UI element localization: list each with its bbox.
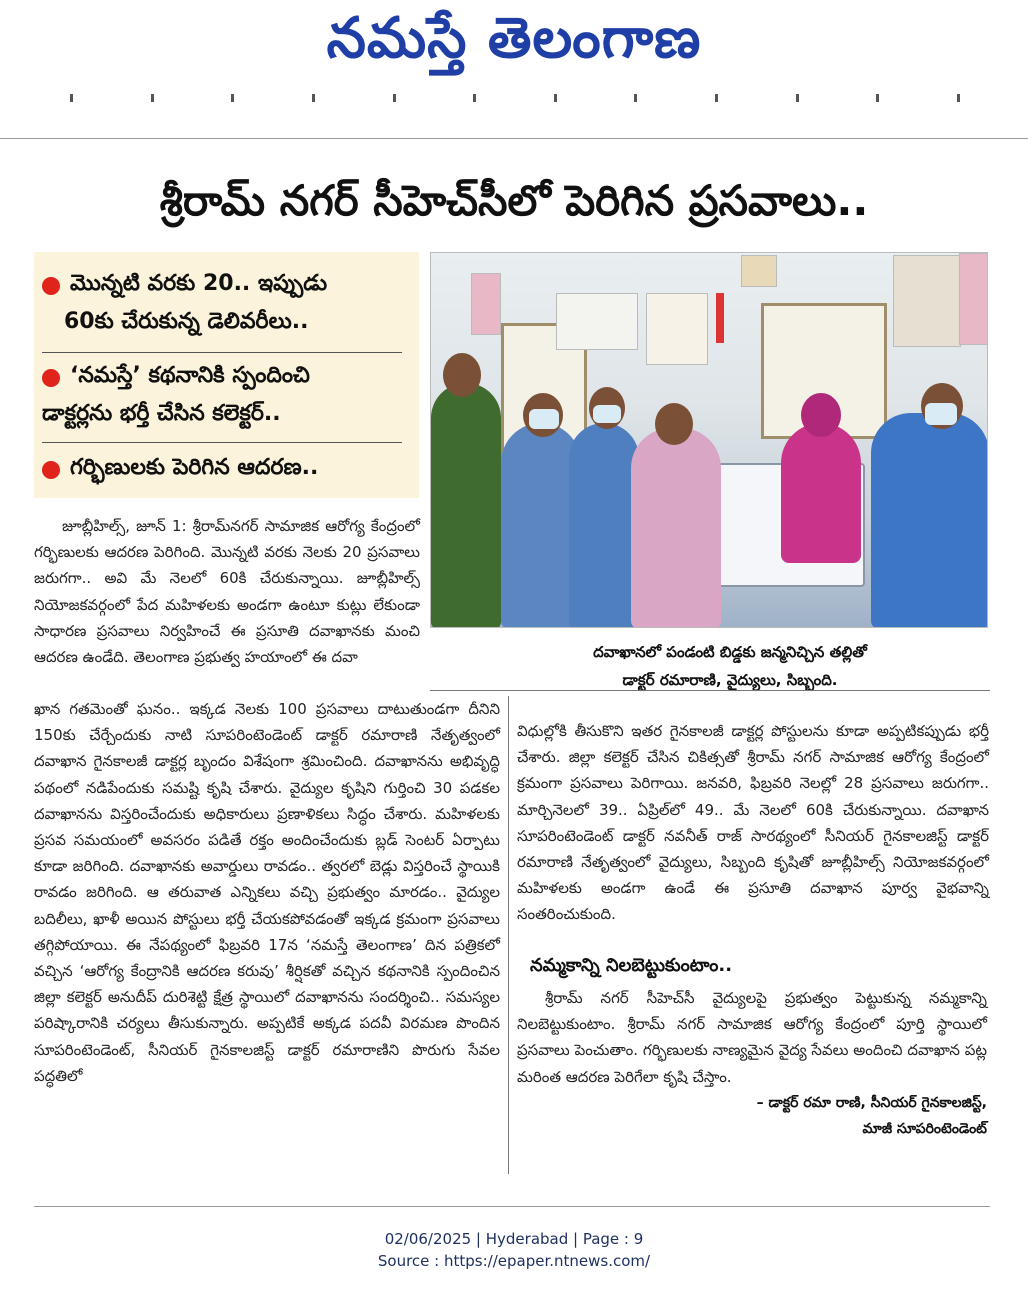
news-photo — [430, 252, 988, 628]
caption-divider — [430, 690, 990, 691]
subsection-heading: నమ్మకాన్ని నిలబెట్టుకుంటాం.. — [530, 955, 733, 976]
bullet-icon — [42, 461, 60, 479]
page-footer — [0, 1228, 1028, 1272]
article-column-1-top: జూబ్లీహిల్స్, జూన్ 1: శ్రీరామ్‌నగర్ సామాజిక ఆరోగ్య కేంద్రంలో గర్భిణులకు ఆదరణ పెరిగింది. మొన్నటి వరకు నెలకు 20 ప్రసవాలు జరుగగా.. అవి మే నెలలో 60కి చేరుకున్నాయి. జూబ్లీహిల్స్ నియోజకవర్గంలో పేద మహిళలకు అండగా ఉంటూ కుట్లు లేకుండా సాధారణ ప్రసవాలు నిర్వహించే ఈ ప్రసూతి దవాఖానకు మంచి ఆదరణ ఉండేది. తెలంగాణ ప్రభుత్వ హయాంలో ఈ దవా — [34, 517, 420, 667]
highlight-item: ‘నమస్తే’ కథనానికి స్పందించి డాక్టర్లను భర్తీ చేసిన కలెక్టర్.. — [42, 363, 310, 426]
highlights-box — [34, 252, 419, 498]
newspaper-logo: నమస్తే తెలంగాణ — [326, 6, 702, 71]
quote-attribution: – డాక్టర్ రమా రాణి, సీనియర్ గైనకాలజిస్ట్, — [756, 1094, 987, 1111]
top-divider — [0, 138, 1028, 139]
photo-caption: దవాఖానలో పండంటి బిడ్డకు జన్మనిచ్చిన తల్లితో డాక్టర్ రమారాణి, వైద్యులు, సిబ్బంది. — [593, 643, 867, 689]
article-column-2: విధుల్లోకి తీసుకొని ఇతర గైనకాలజీ డాక్టర్ల పోస్టులను కూడా అప్పటికప్పుడు భర్తీ చేశారు. జిల్లా కలెక్టర్ చేసిన చికిత్సతో శ్రీరామ్ నగర్ సామాజిక ఆరోగ్య కేంద్రంలో క్రమంగా ప్రసవాలు పెరిగాయి. జనవరి, ఫిబ్రవరి నెలల్లో 28 ప్రసవాలు జరుగగా.. మార్చినెలలో 39.. ఏప్రిల్‌లో 49.. మే నెలలో 60కి చేరుకున్నాయి. దవాఖాన సూపరింటెండెంట్ డాక్టర్ నవనీత్ రాజ్ సారథ్యంలో సీనియర్ గైనకాలజిస్ట్ డాక్టర్ రమారాణి నేతృత్వంలో వైద్యులు, సిబ్బంది కృషితో జూబ్లీహిల్స్ నియోజకవర్గంలో మహిళలకు అండగా ఉండే ఈ ప్రసూతి దవాఖాన పూర్వ వైభవాన్ని సంతరించుకుంది. — [517, 722, 989, 924]
bullet-icon — [42, 369, 60, 387]
article-headline: శ్రీరామ్ నగర్ సీహెచ్‌సీలో పెరిగిన ప్రసవాలు.. — [159, 176, 869, 225]
bullet-icon — [42, 277, 60, 295]
footer-date-page: 02/06/2025 | Hyderabad | Page : 9 — [384, 1230, 644, 1248]
quote-text: శ్రీరామ్ నగర్ సీహెచ్‌సీ వైద్యులపై ప్రభుత్వం పెట్టుకున్న నమ్మకాన్ని నిలబెట్టుకుంటాం. శ్రీరామ్ నగర్ సామాజిక ఆరోగ్య కేంద్రంలో పూర్తి స్థాయిలో ప్రసవాలు పెంచుతాం. గర్భిణులకు నాణ్యమైన వైద్య సేవలు అందించి దవాఖాన పట్ల మరింత ఆదరణ పెరిగేలా కృషి చేస్తాం. — [517, 989, 987, 1086]
bottom-divider — [34, 1206, 990, 1207]
highlight-separator — [42, 442, 402, 443]
masthead — [0, 0, 1028, 138]
quote-box — [517, 985, 987, 1175]
footer-source: Source : https://epaper.ntnews.com/ — [377, 1252, 651, 1270]
masthead-date-strip — [70, 94, 960, 102]
article-column-1-bottom: ఖాన గతమెంతో ఘనం.. ఇక్కడ నెలకు 100 ప్రసవాలు దాటుతుండగా దీనిని 150కు చేర్చేందుకు నాటి సూపరింటెండెంట్ డాక్టర్ రమారాణి నేతృత్వంలో దవాఖాన గైనకాలజీ డాక్టర్ల బృందం విశేషంగా శ్రమించింది. దవాఖానను అభివృద్ధి పథంలో నడిపేందుకు సమష్టి కృషి చేశారు. వైద్యుల కృషిని గుర్తించి 30 పడకల దవాఖానను విస్తరించేందుకు అధికారులు ప్రణాళికలు సిద్ధం చేశారు. మహిళలకు ప్రసవ సమయంలో అవసరం పడితే రక్తం అందించేందుకు బ్లడ్ సెంటర్ ఏర్పాటు కూడా జరిగింది. దవాఖానకు అవార్డులు రావడం.. త్వరలో బెడ్లు విస్తరించే స్థాయికి రావడం జరిగింది. ఆ తరువాత ఎన్నికలు వచ్చి ప్రభుత్వం మారడం.. వైద్యుల బదిలీలు, ఖాళీ అయిన పోస్టులు భర్తీ చేయకపోవడంతో ఇక్కడ క్రమంగా ప్రసవాలు తగ్గిపోయాయి. ఈ నేపథ్యంలో ఫిబ్రవరి 17న ‘నమస్తే తెలంగాణ’ దిన పత్రికలో వచ్చిన ‘ఆరోగ్య కేంద్రానికి ఆదరణ కరువు’ శీర్షికతో వచ్చిన కథనానికి స్పందించిన జిల్లా కలెక్టర్ అనుదీప్ దురిశెట్టి క్షేత్ర స్థాయిలో దవాఖానను సందర్శించి.. సమస్యల పరిష్కారానికి చర్యలు తీసుకున్నారు. అప్పటికే అక్కడ పదవీ విరమణ పొందిన సూపరింటెండెంట్, సీనియర్ గైనకాలజిస్ట్ డాక్టర్ రమారాణిని పొరుగు సేవల పద్ధతిలో — [34, 700, 500, 1085]
highlight-separator — [42, 352, 402, 353]
highlight-item: మొన్నటి వరకు 20.. ఇప్పుడు 60కు చేరుకున్న డెలివరీలు.. — [42, 266, 412, 342]
highlight-item: గర్భిణులకు పెరిగిన ఆదరణ.. — [42, 450, 412, 490]
column-divider — [508, 696, 509, 1174]
quote-attribution-role: మాజీ సూపరింటెండెంట్ — [862, 1120, 987, 1137]
